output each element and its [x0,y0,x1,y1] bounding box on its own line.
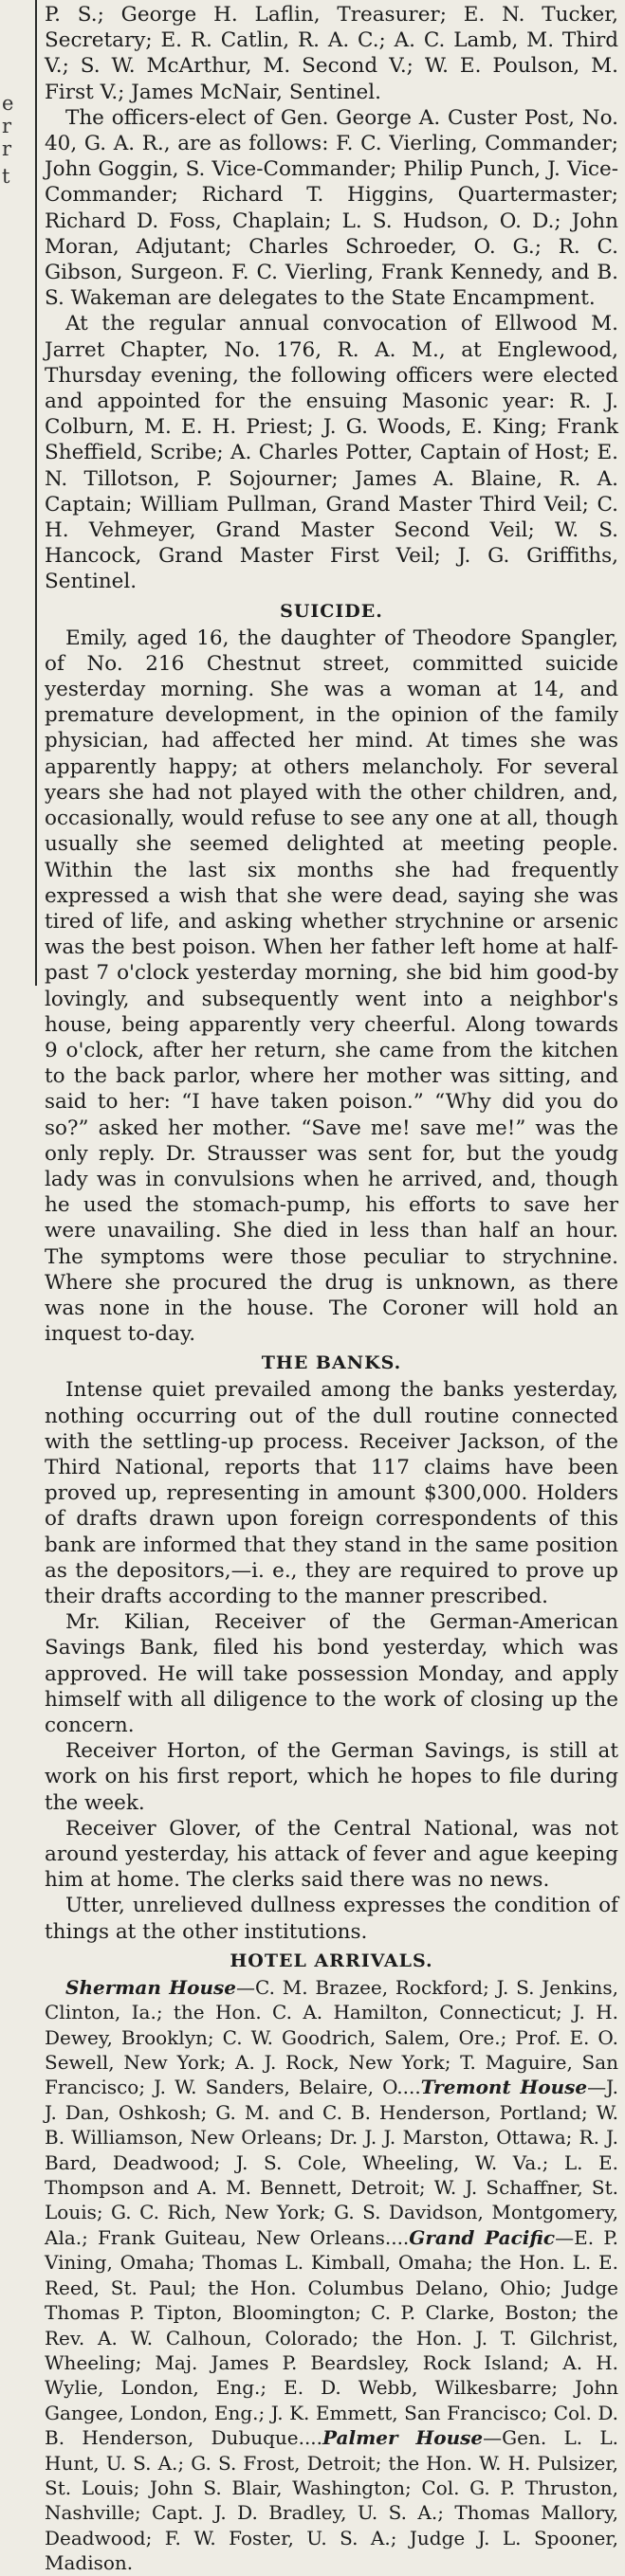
gar-post-officers: The officers-elect of Gen. George A. Custer Post, No. 40, G. A. R., are as follows: F. C. Vierling, Commander; John Goggin, S. Vice-Commander; Philip Punch, J. Vice-Commander; Richard T. Higgins, Quartermaster; Richard D. Foss, Chaplain; L. S. Hudson, O. D.; John Moran, Adjutant; Charles Schroeder, O. G.; R. C. Gibson, Surgeon. F. C. Vierling, Frank Kennedy, and B. S. Wakeman are delegates to the State Encampment. [45,105,618,311]
hotel-name: Tremont House [420,2076,588,2099]
edge-fragment: r [2,115,12,137]
hotel-name: Grand Pacific [409,2225,556,2249]
guest-list: —E. P. Vining, Omaha; Thomas L. Kimball, Omaha; the Hon. L. E. Reed, St. Paul; the Hon. Columbus Delano, Ohio; Judge Thomas P. Tipton, Bloomington; C. P. Clarke, Boston; the Rev. A. W. Calhoun, Colorado; the Hon. J. T. Gilchrist, Wheeling; Maj. James P. Beardsley, Rock Island; A. H. Wylie, London, Eng.; E. D. Webb, Wilkesbarre; John Gangee, London, Eng.; J. K. Emmett, San Francisco; Col. D. B. Henderson, Dubuque.... [45,2225,618,2450]
hotel-name: Sherman House [65,1975,237,1999]
hotel-arrivals-list [45,1975,618,2576]
banks-paragraph: Mr. Kilian, Receiver of the German-American Savings Bank, filed his bond yesterday, which was approved. He will take possession Monday, and apply himself with all diligence to the work of closing up the concern. [45,1610,618,1737]
banks-paragraph: Utter, unrelieved dullness expresses the condition of things at the other institutions. [45,1894,618,1944]
news-column [45,2,618,2576]
officers-list-continued: P. S.; George H. Laflin, Treasurer; E. N. Tucker, Secretary; E. R. Catlin, R. A. C.; A. C. Lamb, M. Third V.; S. W. McArthur, M. Second V.; W. E. Poulson, M. First V.; James McNair, Sentinel. [45,3,618,104]
masonic-chapter-officers: At the regular annual convocation of Ellwood M. Jarret Chapter, No. 176, R. A. M., at Englewood, Thursday evening, the following officers were elected and appointed for the ensuing Masonic year: R. J. Colburn, M. E. H. Priest; J. G. Woods, E. King; Frank Sheffield, Scribe; A. Charles Potter, Captain of Host; E. N. Tillotson, P. Sojourner; James A. Blaine, R. A. Captain; William Pullman, Grand Master Third Veil; C. H. Vehmeyer, Grand Master Second Veil; W. S. Hancock, Grand Master First Veil; J. G. Griffiths, Sentinel. [45,312,618,594]
edge-fragment: t [2,165,10,188]
banks-heading: THE BANKS. [261,1352,402,1374]
banks-paragraph: Intense quiet prevailed among the banks yesterday, nothing occurring out of the dull routine connected with the settling-up process. Receiver Jackson, of the Third National, reports that 117 claims have been proved up, representing in amount $300,000. Holders of drafts drawn upon foreign correspondents of this bank are informed that they stand in the same position as the depositors,—i. e., they are required to prove up their drafts according to the manner prescribed. [45,1378,618,1608]
guest-list: —Gen. L. L. Hunt, U. S. A.; G. S. Frost, Detroit; the Hon. W. H. Pulsizer, St. Louis; John S. Blair, Washington; Col. G. P. Thruston, Nashville; Capt. J. D. Bradley, U. S. A.; Thomas Mallory, Deadwood; F. W. Foster, U. S. A.; Judge J. L. Spooner, Madison. [45,2426,619,2575]
edge-fragment: r [2,137,12,160]
banks-paragraph: Receiver Glover, of the Central National, was not around yesterday, his attack of fever and ague keeping him at home. The clerks said there was no news. [45,1816,618,1893]
banks-paragraph: Receiver Horton, of the German Savings, is still at work on his first report, which he hopes to file during the week. [45,1739,618,1815]
column-rule [35,0,37,986]
suicide-article: Emily, aged 16, the daughter of Theodore Spangler, of No. 216 Chestnut street, committed suicide yesterday morning. She was a woman at 14, and premature development, in the opinion of the family physician, had affected her mind. At times she was apparently happy; at others melancholy. For several years she had not played with the other children, and, occasionally, would refuse to see any one at all, though usually she seemed delighted at meeting people. Within the last six months she had frequently expressed a wish that she were dead, saying she was tired of life, and asking whether strychnine or arsenic was the best poison. When her father left home at half-past 7 o'clock yesterday morning, she bid him good-by lovingly, and subsequently went into a neighbor's house, being apparently very cheerful. Along towards 9 o'clock, after her return, she came from the kitchen to the back parlor, where her mother was sitting, and said to her: “I have taken poison.” “Why did you do so?” asked her mother. “Save me! save me!” was the only reply. Dr. Strausser was sent for, but the youdg lady was in convulsions when he arrived, and, though he used the stomach-pump, his efforts to save her were unavailing. She died in less than half an hour. The symptoms were those peculiar to strychnine. Where she procured the drug is unknown, as there was none in the house. The Coroner will hold an inquest to-day. [45,626,618,1347]
guest-list: —C. M. Brazee, Rockford; J. S. Jenkins, Clinton, Ia.; the Hon. C. A. Hamilton, Connecticut; J. H. Dewey, Brooklyn; C. W. Goodrich, Salem, Ore.; Prof. E. O. Sewell, New York; A. J. Rock, New York; T. Maguire, San Francisco; J. W. Sanders, Belaire, O.... [45,1975,619,2099]
edge-fragment: e [2,92,14,115]
suicide-heading: SUICIDE. [280,600,383,622]
hotel-arrivals-heading: HOTEL ARRIVALS. [230,1950,433,1971]
hotel-name: Palmer House [322,2426,484,2450]
guest-list: —J. J. Dan, Oshkosh; G. M. and C. B. Henderson, Portland; W. B. Williamson, New Orleans; Dr. J. J. Marston, Ottawa; R. J. Bard, Deadwood; J. S. Cole, Wheeling, W. Va.; L. E. Thompson and A. M. Bennett, Detroit; W. J. Schaffner, St. Louis; G. C. Rich, New York; G. S. Davidson, Montgomery, Ala.; Frank Guiteau, New Orleans.... [45,2076,618,2249]
